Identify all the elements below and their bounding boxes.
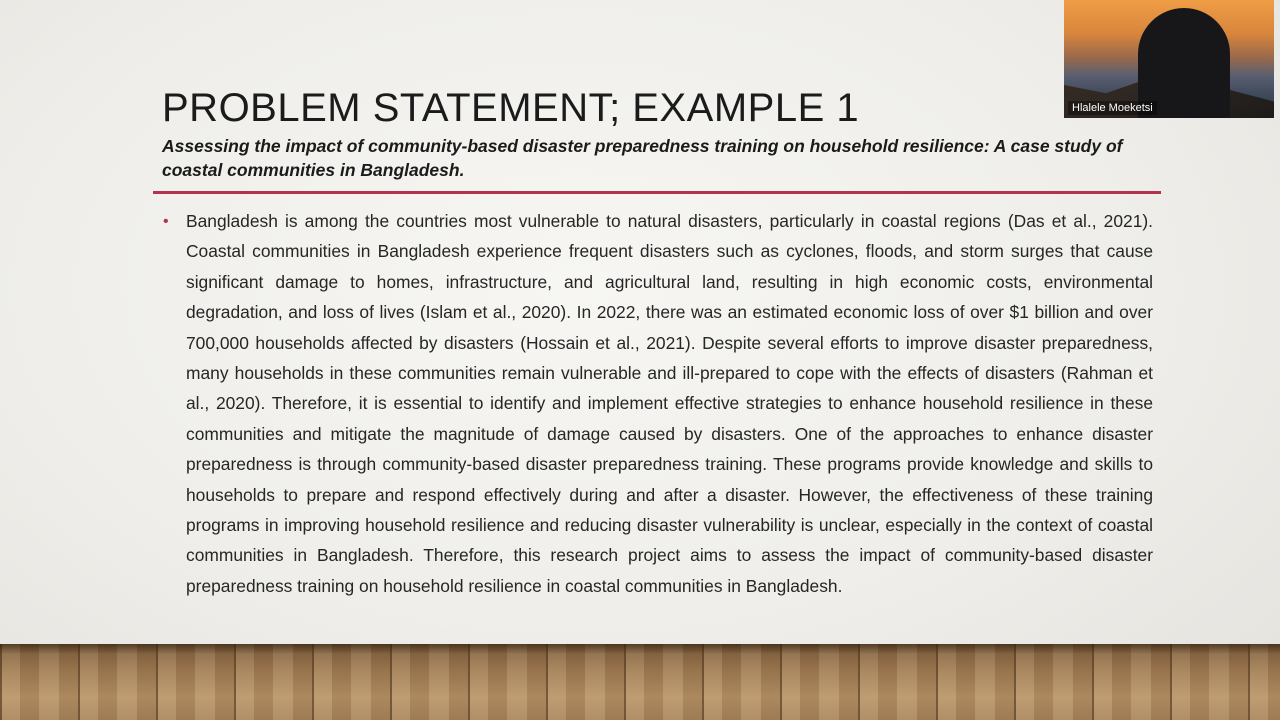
title-divider xyxy=(153,191,1161,194)
slide-subtitle: Assessing the impact of community-based disaster preparedness training on household resilience: A case study of coastal communities in Bangladesh. xyxy=(162,136,1123,180)
bullet-dot-icon: • xyxy=(163,213,169,230)
bullet-item xyxy=(163,206,1153,601)
webcam-tile[interactable] xyxy=(1064,0,1274,118)
participant-name-label: Hlalele Moeketsi xyxy=(1068,101,1157,115)
slide-title: PROBLEM STATEMENT; EXAMPLE 1 xyxy=(162,86,860,130)
bullet-text: Bangladesh is among the countries most vulnerable to natural disasters, particularly in coastal regions (Das et al., 2021). Coastal communities in Bangladesh experience frequent disasters such as cyclones, floods, and storm surges that cause significant damage to homes, infrastructure, and agricultural land, resulting in high economic costs, environmental degradation, and loss of lives (Islam et al., 2020). In 2022, there was an estimated economic loss of over $1 billion and over 700,000 households affected by disasters (Hossain et al., 2021). Despite several efforts to improve disaster preparedness, many households in these communities remain vulnerable and ill-prepared to cope with the effects of disasters (Rahman et al., 2020). Therefore, it is essential to identify and implement effective strategies to enhance household resilience in these communities and mitigate the magnitude of damage caused by disasters. One of the approaches to enhance disaster preparedness is through community-based disaster preparedness training. These programs provide knowledge and skills to households to prepare and respond effectively during and after a disaster. However, the effectiveness of these training programs in improving household resilience and reducing disaster vulnerability is unclear, especially in the context of coastal communities in Bangladesh. Therefore, this research project aims to assess the impact of community-based disaster preparedness training on household resilience in coastal communities in Bangladesh. xyxy=(186,211,1153,596)
bullet-list xyxy=(163,206,1153,601)
wood-floor-decoration xyxy=(0,644,1280,720)
